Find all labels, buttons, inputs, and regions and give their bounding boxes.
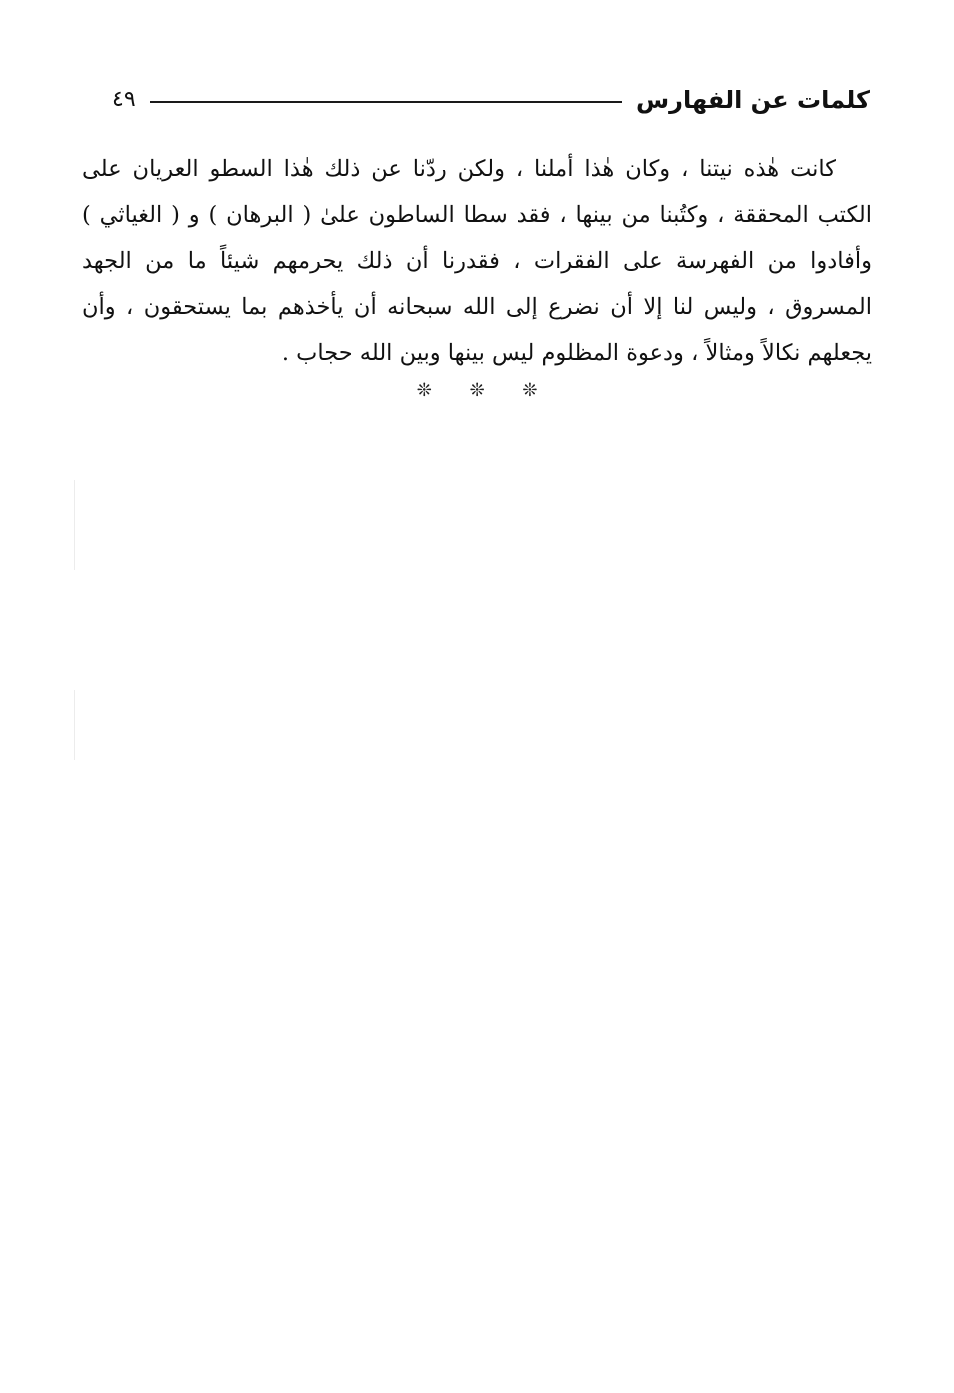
- text-line: الكتب المحققة ، وكتُبنا من بينها ، فقد سطا الساطون علىٰ ( البرهان ) و ( الغياثي ): [82, 202, 872, 228]
- header-title: كلمات عن الفهارس: [636, 86, 870, 114]
- asterism-icon: ❊: [522, 380, 538, 401]
- text-line: كانت هٰذه نيتنا ، وكان هٰذا أملنا ، ولكن ردّنا عن ذلك هٰذا السطو العريان على: [82, 156, 836, 182]
- text-line: يجعلهم نكالاً ومثالاً ، ودعوة المظلوم ليس بينها وبين الله حجاب .: [281, 340, 872, 366]
- text-line: وأفادوا من الفهرسة على الفقرات ، فقدرنا أن ذلك يحرمهم شيئاً ما من الجهد: [82, 248, 872, 274]
- section-separator: [0, 380, 954, 401]
- page-number: ٤٩: [112, 87, 136, 112]
- running-header: [112, 80, 870, 120]
- scan-margin-artifact: [74, 480, 75, 570]
- text-line: المسروق ، وليس لنا إلا أن نضرع إلى الله سبحانه أن يأخذهم بما يستحقون ، وأن: [82, 294, 872, 320]
- body-paragraph: [82, 146, 872, 376]
- header-rule: [150, 101, 622, 103]
- scan-margin-artifact: [74, 690, 75, 760]
- asterism-icon: ❊: [416, 380, 432, 401]
- asterism-icon: ❊: [469, 380, 485, 401]
